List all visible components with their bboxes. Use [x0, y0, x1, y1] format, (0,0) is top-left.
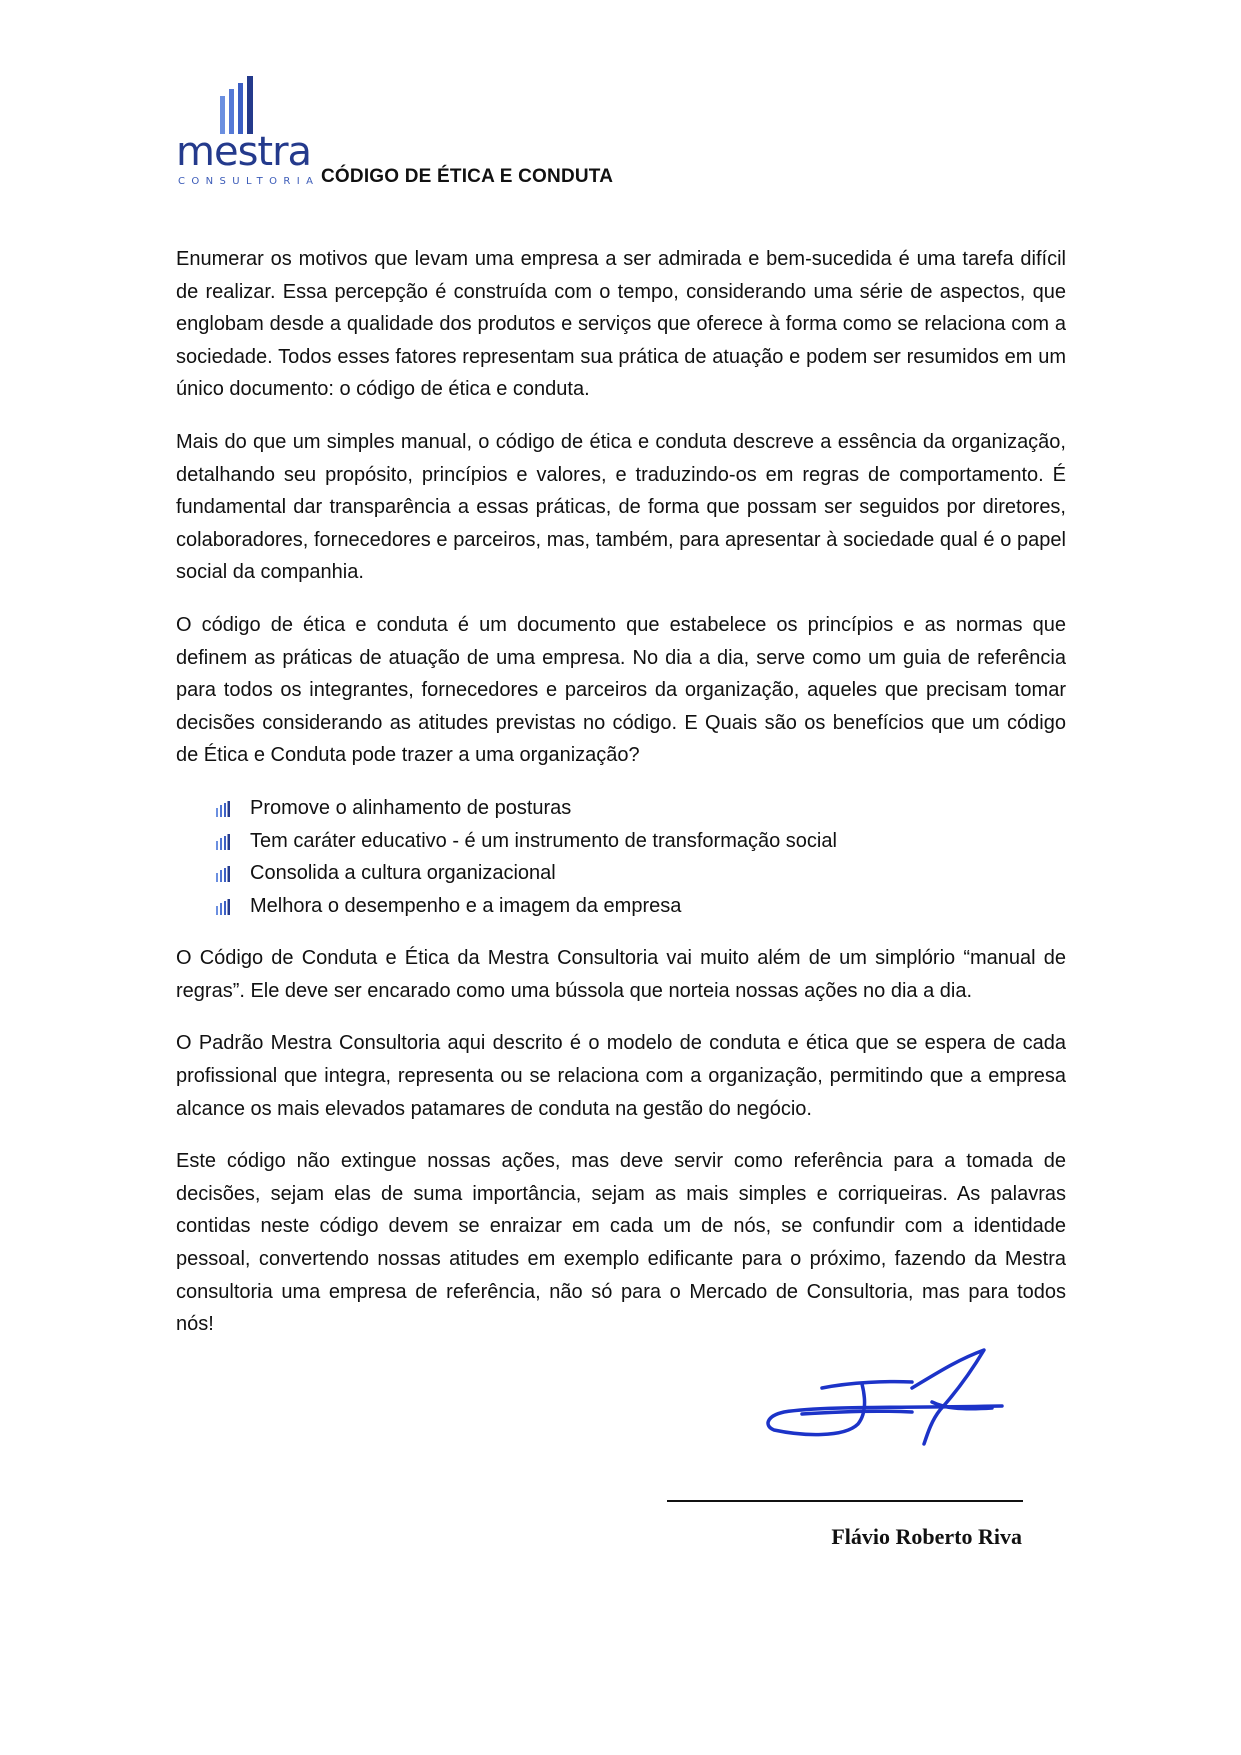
paragraph: Mais do que um simples manual, o código de ética e conduta descreve a essência da organização, detalhando seu propósito, princípios e valores, e traduzindo-os em regras de comportamento. É fundamental dar transparência a essas práticas, de forma que possam ser seguidos por diretores, colaboradores, fornecedores e parceiros, mas, também, para apresentar à sociedade qual é o papel social da companhia.: [176, 430, 1066, 584]
logo-wordmark: mestra: [176, 129, 312, 175]
bars-bullet-icon: [216, 834, 230, 850]
bars-bullet-icon: [216, 899, 230, 915]
signatory-name: Flávio Roberto Riva: [831, 1524, 1022, 1549]
document-header: [176, 74, 1076, 194]
paragraph: O Padrão Mestra Consultoria aqui descrito é o modelo de conduta e ética que se espera de cada profissional que integra, representa ou se relaciona com a organização, permitindo que a empresa alcance os mais elevados patamares de conduta na gestão do negócio.: [176, 1032, 1066, 1120]
benefits-list: [176, 792, 1066, 922]
paragraph: Este código não extingue nossas ações, mas deve servir como referência para a tomada de decisões, sejam elas de suma importância, sejam as mais simples e corriqueiras. As palavras contidas neste código devem se enraizar em cada um de nós, se confundir com a identidade pessoal, convertendo nossas atitudes em exemplo edificante para o próximo, fazendo da Mestra consultoria uma empresa de referência, não só para o Mercado de Consultoria, mas para todos nós!: [176, 1150, 1066, 1336]
list-item-text: Melhora o desempenho e a imagem da empresa: [250, 894, 682, 917]
paragraph: O código de ética e conduta é um documento que estabelece os princípios e as normas que definem as práticas de atuação de uma empresa. No dia a dia, serve como um guia de referência para todos os integrantes, fornecedores e parceiros da organização, aqueles que precisam tomar decisões considerando as atitudes previstas no código. E Quais são os benefícios que um código de Ética e Conduta pode trazer a uma organização?: [176, 613, 1066, 767]
bars-bullet-icon: [216, 866, 230, 882]
paragraph: O Código de Conduta e Ética da Mestra Consultoria vai muito além de um simplório “manual de regras”. Ele deve ser encarado como uma bússola que norteia nossas ações no dia a dia.: [176, 947, 1066, 1002]
list-item: [216, 890, 1066, 923]
logo-bars-icon: [220, 76, 260, 134]
list-item: [216, 825, 1066, 858]
list-item-text: Consolida a cultura organizacional: [250, 862, 556, 885]
list-item-text: Tem caráter educativo - é um instrumento de transformação social: [250, 829, 837, 852]
document-title: CÓDIGO DE ÉTICA E CONDUTA: [321, 166, 614, 187]
document-body: [176, 243, 1066, 1361]
list-item: [216, 857, 1066, 890]
signature-line: [667, 1500, 1023, 1502]
handwritten-signature: [762, 1348, 1012, 1448]
list-item: [216, 792, 1066, 825]
bars-bullet-icon: [216, 801, 230, 817]
company-logo: [176, 74, 320, 192]
list-item-text: Promove o alinhamento de posturas: [250, 796, 572, 819]
logo-subtitle: CONSULTORIA: [178, 176, 320, 187]
paragraph: Enumerar os motivos que levam uma empresa a ser admirada e bem-sucedida é uma tarefa difícil de realizar. Essa percepção é construída com o tempo, considerando uma série de aspectos, que englobam desde a qualidade dos produtos e serviços que oferece à forma como se relaciona com a sociedade. Todos esses fatores representam sua prática de atuação e podem ser resumidos em um único documento: o código de ética e conduta.: [176, 248, 1066, 401]
